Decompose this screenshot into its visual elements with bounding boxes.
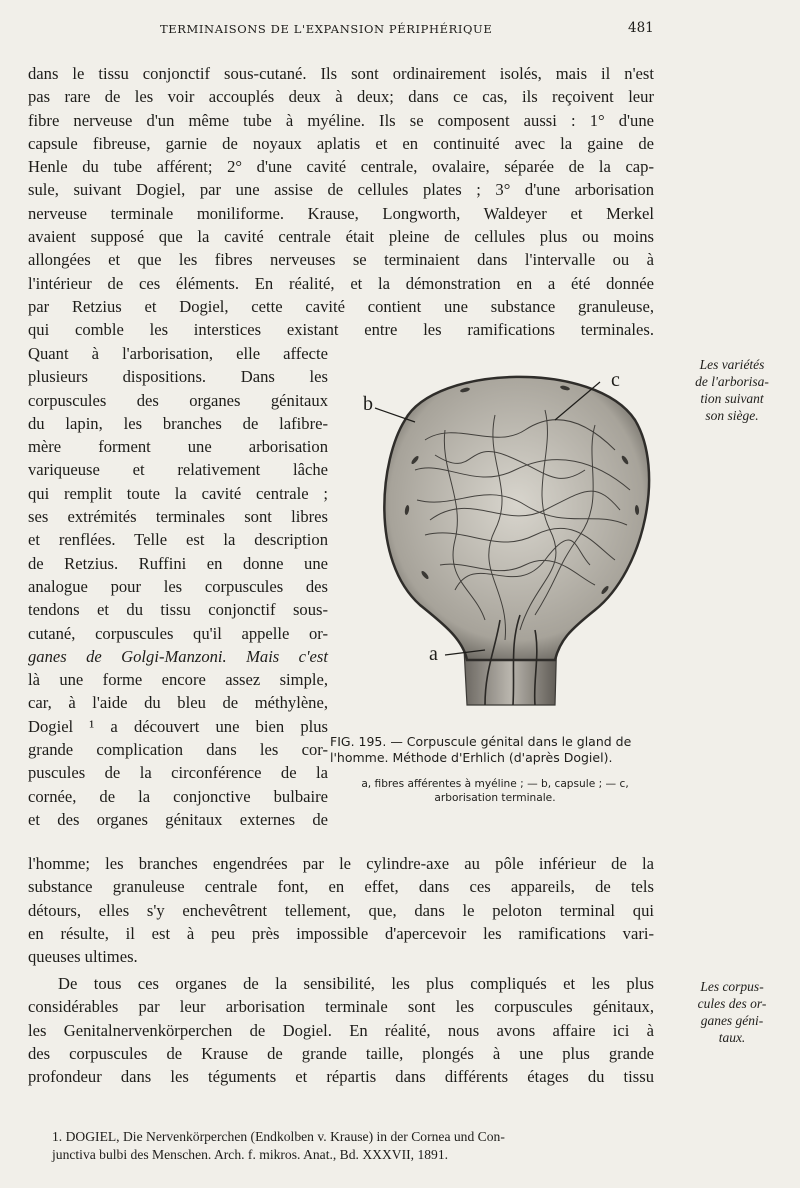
label-b: b: [363, 393, 373, 415]
text-line: car, à l'aide du bleu de méthylène,: [28, 693, 328, 713]
margin-note-line: son siège.: [705, 408, 759, 423]
text-line: cutané, corpuscules qu'il appelle or-: [28, 623, 328, 643]
text-line: ses extrémités terminales sont libres: [28, 507, 328, 527]
footnote-line: 1. DOGIEL, Die Nervenkörperchen (Endkolben v. Krause) in der Cornea und Con-: [52, 1129, 505, 1144]
footnote: [52, 1128, 652, 1163]
text-line: et des organes génitaux externes de: [28, 809, 328, 829]
margin-note-line: taux.: [718, 1030, 746, 1045]
label-c: c: [611, 369, 620, 391]
text-line: par Retzius et Dogiel, cette cavité contient une substance granuleuse,: [28, 296, 654, 316]
text-line: allongées et que les fibres nerveuses se terminaient dans l'intervalle ou à: [28, 250, 654, 270]
text-line: queuses ultimes.: [28, 947, 138, 967]
text-line: cornée, de la conjonctive bulbaire: [28, 786, 328, 806]
text-line: analogue pour les corpuscules des: [28, 576, 328, 596]
text-line: avaient supposé que la cavité centrale était pleine de cellules plus ou moins: [28, 227, 654, 247]
capsule-shape: [384, 377, 649, 660]
text-line: considérables par leur arborisation terminale sont les corpuscules génitaux,: [28, 997, 654, 1017]
text-line: profondeur dans les téguments et répartis dans différents étages du tissu: [28, 1067, 654, 1087]
text-line: l'intérieur de ces éléments. En réalité, et la démonstration en a été donnée: [28, 273, 654, 293]
margin-note-line: Les variétés: [699, 357, 765, 372]
text-line: puscules de la circonférence de la: [28, 763, 328, 783]
text-line: sule, suivant Dogiel, par une assise de cellules plates ; 3° d'une arborisation: [28, 180, 654, 200]
running-header: TERMINAISONS DE L'EXPANSION PÉRIPHÉRIQUE: [160, 22, 493, 36]
text-line: Dogiel ¹ a découvert une bien plus: [28, 716, 328, 736]
paragraph-3: [28, 852, 654, 968]
text-line: qui remplit toute la cavité centrale ;: [28, 483, 328, 503]
paragraph-4: [28, 972, 654, 1088]
page-number: 481: [628, 20, 654, 36]
label-a: a: [429, 643, 438, 665]
footnote-line: junctiva bulbi des Menschen. Arch. f. mikros. Anat., Bd. XXXVII, 1891.: [52, 1146, 449, 1162]
text-line: les Genitalnervenkörperchen de Dogiel. En réalité, nous avons affaire ici à: [28, 1020, 654, 1040]
text-line: détours, elles s'y enchevêtrent tellement, que, dans le peloton terminal qui: [28, 900, 654, 920]
text-line: nerveuse terminale moniliforme. Krause, Longworth, Waldeyer et Merkel: [28, 203, 654, 223]
margin-note-line: ganes géni-: [700, 1013, 764, 1028]
margin-note-line: cules des or-: [697, 996, 767, 1011]
margin-note-varieties: [676, 356, 788, 424]
paragraph-2: [28, 342, 328, 831]
margin-note-line: tion suivant: [700, 391, 764, 406]
text-line: Quant à l'arborisation, elle affecte: [28, 344, 328, 363]
text-line: mère forment une arborisation: [28, 437, 328, 457]
text-line: grande complication dans les cor-: [28, 740, 328, 760]
text-line: qui comble les interstices existant entre les ramifications terminales.: [28, 320, 654, 340]
text-line: variqueuse et relativement lâche: [28, 460, 328, 480]
text-line: pas rare de les voir accouplés deux à deux; dans ce cas, ils reçoivent leur: [28, 87, 654, 107]
caption-legend: a, fibres afférentes à myéline ; — b, capsule ; — c, arborisation terminale.: [361, 777, 629, 804]
text-line: De tous ces organes de la sensibilité, les plus compliqués et les plus: [58, 974, 654, 993]
text-line: là une forme encore assez simple,: [28, 670, 328, 690]
text-line: capsule fibreuse, garnie de noyaux aplatis et en continuité avec la gaine de: [28, 133, 654, 153]
text-line: du lapin, les branches de lafibre-: [28, 413, 328, 433]
margin-note-line: Les corpus-: [700, 979, 764, 994]
text-line: en résulte, il est à peu près impossible d'apercevoir les ramifications vari-: [28, 923, 654, 943]
text-line: Henle du tube afférent; 2° d'une cavité centrale, ovalaire, séparée de la cap-: [28, 157, 654, 177]
figure-caption: [330, 734, 660, 805]
text-line: tendons et du tissu conjonctif sous-: [28, 600, 328, 620]
margin-note-line: de l'arborisa-: [695, 374, 769, 389]
text-line: ganes de Golgi-Manzoni. Mais c'est: [28, 646, 328, 666]
text-line: dans le tissu conjonctif sous-cutané. Ils sont ordinairement isolés, mais il n'est: [28, 64, 654, 83]
caption-main: FIG. 195. — Corpuscule génital dans le gland de l'homme. Méthode d'Erhlich (d'après Dogiel).: [330, 734, 632, 766]
text-line: substance granuleuse centrale font, en effet, dans ces appareils, de tels: [28, 877, 654, 897]
text-line: plusieurs dispositions. Dans les: [28, 367, 328, 387]
text-line: de Retzius. Ruffini en donne une: [28, 553, 328, 573]
text-line: corpuscules des organes génitaux: [28, 390, 328, 410]
text-line: des corpuscules de Krause de grande taille, plongés à une plus grande: [28, 1043, 654, 1063]
text-line: l'homme; les branches engendrées par le cylindre-axe au pôle inférieur de la: [28, 854, 654, 873]
text-line: fibre nerveuse d'un même tube à myéline. Ils se composent aussi : 1° d'une: [28, 110, 654, 130]
margin-note-genital-corpuscles: [676, 978, 788, 1046]
corpuscle-illustration: [345, 360, 675, 740]
paragraph-1: [28, 62, 654, 342]
text-line: et renflées. Telle est la description: [28, 530, 328, 550]
